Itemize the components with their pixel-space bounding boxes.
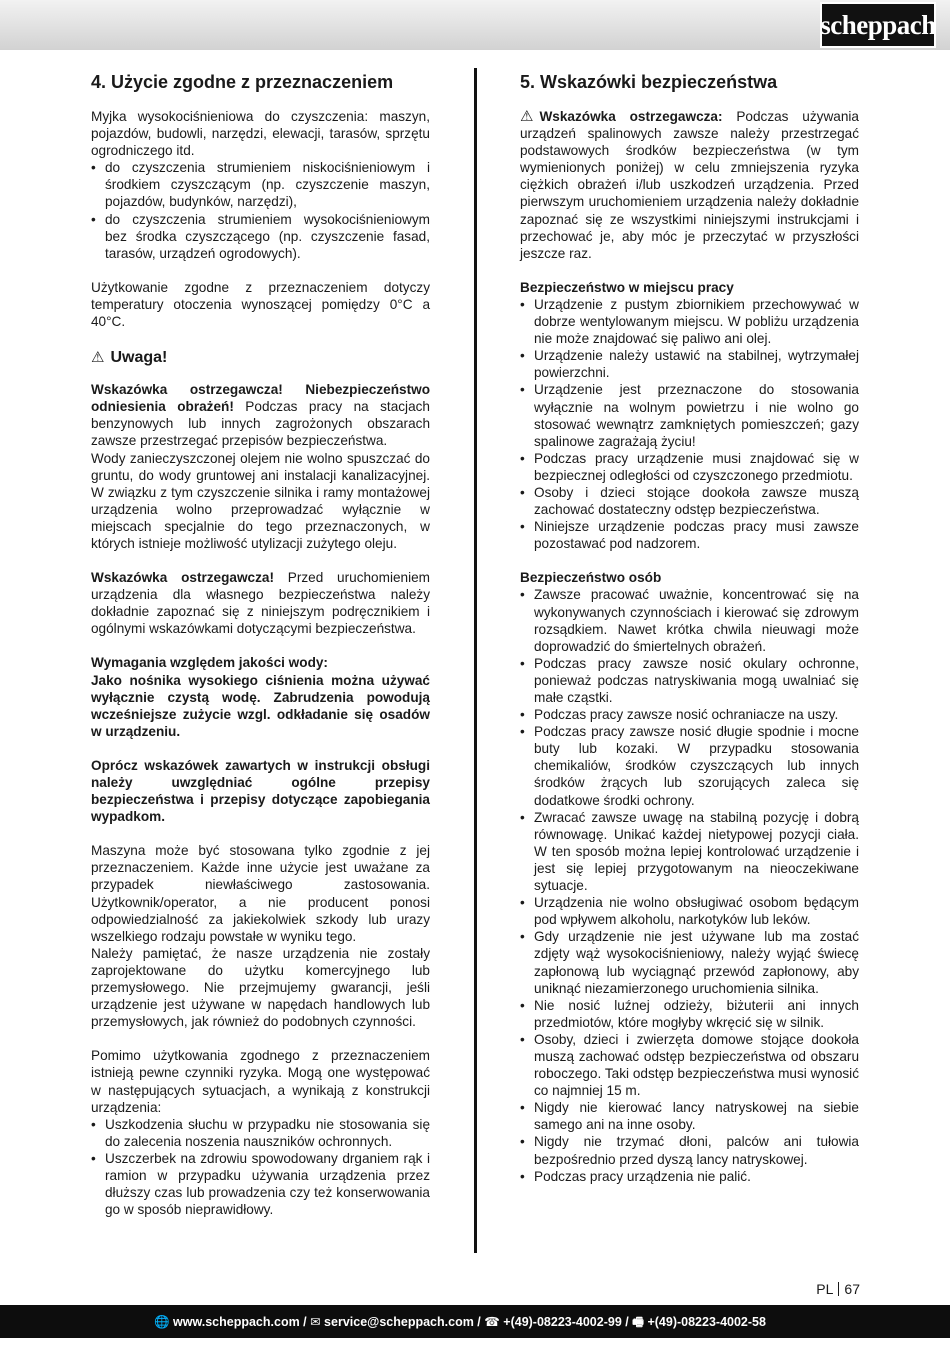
- header-bar: [0, 0, 950, 50]
- page-language: PL: [816, 1281, 834, 1297]
- footer-contact: 🌐 www.scheppach.com / ✉ service@scheppach.com / ☎ +(49)-08223-4002-99 / 🖷 +(49)-08223-4002-58: [154, 1315, 766, 1329]
- list-item: • Zwracać zawsze uwagę na stabilną pozycję i dobrą równowagę. Unikać każdej nietypowej pozycji ciała. W ten sposób można lepiej kontrolować urządzenie i jest się lepiej przygotowanym na nieoczekiwane sytuacje.: [520, 809, 859, 894]
- list-item: • Urządzenie jest przeznaczone do stosowania wyłącznie na wolnym powietrzu i nie wolno go stosować wewnątrz zamkniętych pomieszczeń; gazy spalinowe zagrażają życiu!: [520, 381, 859, 449]
- warning2-bold: Wskazówka ostrzegawcza!: [91, 570, 274, 586]
- right-column: [520, 70, 859, 1185]
- warning1-bold: Wskazówka ostrzegawcza! Niebezpieczeństwo odniesienia obrażeń!: [91, 382, 430, 415]
- list-item: • Gdy urządzenie nie jest używane lub ma zostać zdjęty wąż wysokociśnieniowy, należy wyjąć świecę zapłonową lub wyciągnąć przewód zapłonowy, aby uniknąć niezamierzonego uruchomienia silnika.: [520, 928, 859, 996]
- list-item: • do czyszczenia strumieniem wysokociśnieniowym bez środka czyszczącego (np. czyszczenie fasad, tarasów, urządzeń ogrodowych).: [91, 211, 430, 262]
- page-number: [816, 1281, 860, 1297]
- list-item: • Podczas pracy zawsze nosić ochraniacze na uszy.: [520, 706, 859, 723]
- list-item: • Uszczerbek na zdrowiu spowodowany drganiem rąk i ramion w przypadku używania urządzenia przez dłuższy czas lub prowadzenia czy też konserwowania go w sposób nieprawidłowy.: [91, 1150, 430, 1218]
- list-item: • Uszkodzenia słuchu w przypadku nie stosowania się do zalecenia noszenia nauszników ochronnych.: [91, 1116, 430, 1150]
- left-column: [91, 70, 430, 1218]
- section-5-heading: 5. Wskazówki bezpieczeństwa: [520, 72, 778, 92]
- footer-bar: [0, 1305, 950, 1338]
- column-divider: [474, 68, 477, 1253]
- commercial-paragraph: Należy pamiętać, że nasze urządzenia nie zostały zaprojektowane do użytku komercyjnego lub przemysłowego. Nie przejmujemy gwarancji, jeśli urządzenie jest używane w napędach handlowych lub przemysłowych, jak również do podobnych czynności.: [91, 945, 430, 1030]
- list-item: • Urządzenia nie wolno obsługiwać osobom będącym pod wpływem alkoholu, narkotyków lub leków.: [520, 894, 859, 928]
- safety-warning-paragraph: [520, 108, 859, 262]
- list-item: • Nie nosić luźnej odzieży, biżuterii ani innych przedmiotów, które mogłyby wkręcić się w silnik.: [520, 997, 859, 1031]
- attention-heading-label: Uwaga!: [110, 349, 168, 367]
- usage-paragraph: Maszyna może być stosowana tylko zgodnie z jej przeznaczeniem. Każde inne użycie jest uważane za przypadek niewłaściwego zastosowania. Użytkownik/operator, a nie producent ponosi odpowiedzialność za jakiekolwiek szkody lub urazy wszelkiego rodzaju powstałe w wyniku tego.: [91, 843, 430, 944]
- temperature-paragraph: Użytkowanie zgodne z przeznaczeniem dotyczy temperatury otoczenia wynoszącej pomiędzy 0°C a 40°C.: [91, 279, 430, 330]
- warning2-paragraph: [91, 569, 430, 637]
- warning-triangle-icon: ⚠: [91, 349, 105, 367]
- warning1-paragraph2: Wody zanieczyszczonej olejem nie wolno spuszczać do gruntu, do wody gruntowej ani instalacji kanalizacyjnej. W związku z tym czyszczenie silnika i ramy montażowej urządzenia wolno przeprowadzać wyłącznie w miejscach specjalnie do tego przeznaczonych, w których istnieje możliwość utylizacji zużytego oleju.: [91, 450, 430, 551]
- list-item: • Nigdy nie trzymać dłoni, palców ani tułowia bezpośrednio przed dyszą lancy natryskowej.: [520, 1133, 859, 1167]
- list-item: • Niniejsze urządzenie podczas pracy musi zawsze pozostawać pod nadzorem.: [520, 518, 859, 552]
- safety-warning-bold: Wskazówka ostrzegawcza:: [539, 109, 723, 124]
- rules-paragraph: Oprócz wskazówek zawartych w instrukcji obsługi należy uwzględniać ogólne przepisy bezpieczeństwa i przepisy dotyczące zapobiegania wypadkom.: [91, 757, 430, 825]
- list-item: • Zawsze pracować uważnie, koncentrować się na wykonywanych czynnościach i kierować się zdrowym rozsądkiem. Nawet krótka chwila nieuwagi może doprowadzić do śmiertelnych obrażeń.: [520, 586, 859, 654]
- persons-list: [520, 586, 859, 1184]
- list-item: • Podczas pracy zawsze nosić długie spodnie i mocne buty lub kozaki. W przypadku stosowania chemikaliów, środków czyszczących lub innych środków żrących lub szorujących zaleca się dodatkowe środki ochrony.: [520, 723, 859, 808]
- safety-warning-text: Podczas używania urządzeń spalinowych zawsze należy przestrzegać podstawowych środków bezpieczeństwa (w tym wymienionych poniżej) w celu zmniejszenia ryzyka ciężkich obrażeń i/lub uszkodzeń urządzenia. Przed pierwszym uruchomieniem urządzenia należy dokładnie zapoznać się ze wszystkimi niniejszymi instrukcjami i przechować je, aby móc je przeczytać w przyszłości jeszcze raz.: [520, 109, 859, 261]
- workplace-list: [520, 296, 859, 552]
- warning2-text: Przed uruchomieniem urządzenia dla własnego bezpieczeństwa należy dokładnie zapoznać się z niniejszym podręcznikiem i ogólnymi wskazówkami dotyczącymi bezpieczeństwa.: [91, 570, 430, 637]
- warning1-paragraph: [91, 381, 430, 449]
- section-4-heading: 4. Użycie zgodne z przeznaczeniem: [91, 72, 394, 92]
- intro-paragraph: Myjka wysokociśnieniowa do czyszczenia: maszyn, pojazdów, budowli, narzędzi, elewacji, tarasów, sprzętu ogrodniczego itd.: [91, 109, 430, 159]
- list-item: • Podczas pracy zawsze nosić okulary ochronne, ponieważ podczas natryskiwania mogą uwalniać się małe cząstki.: [520, 655, 859, 706]
- list-item: • Podczas pracy urządzenia nie palić.: [520, 1168, 859, 1185]
- list-item: • Urządzenie należy ustawić na stabilnej, wytrzymałej powierzchni.: [520, 347, 859, 381]
- attention-heading: [91, 347, 430, 369]
- list-item: • Urządzenie z pustym zbiornikiem przechowywać w dobrze wentylowanym miejscu. W pobliżu urządzenia nie może znajdować się paliwo ani olej.: [520, 296, 859, 347]
- workplace-heading: Bezpieczeństwo w miejscu pracy: [520, 279, 734, 295]
- risk-list: [91, 1116, 430, 1219]
- list-item: • Osoby i dzieci stojące dookoła zawsze muszą zachować dostateczny odstęp bezpieczeństwa.: [520, 484, 859, 518]
- list-item: • do czyszczenia strumieniem niskociśnieniowym i środkiem czyszczącym (np. czyszczenie maszyn, pojazdów, budynków, narzędzi),: [91, 159, 430, 210]
- persons-heading: Bezpieczeństwo osób: [520, 570, 662, 586]
- scheppach-logo: scheppach: [820, 2, 936, 48]
- risk-paragraph: Pomimo użytkowania zgodnego z przeznaczeniem istnieją pewne czynniki ryzyka. Mogą one występować w następujących sytuacjach, a wynikają z konstrukcji urządzenia:: [91, 1048, 430, 1115]
- intro-list: [91, 159, 430, 262]
- warning-triangle-icon: ⚠: [520, 108, 534, 125]
- water-paragraph: Jako nośnika wysokiego ciśnienia można używać wyłącznie czystą wodę. Zabrudzenia powodują wcześniejsze zużycie wzgl. odkładanie się osadów w urządzeniu.: [91, 672, 430, 739]
- page-number-separator: [838, 1282, 839, 1296]
- list-item: • Nigdy nie kierować lancy natryskowej na siebie samego ani na inne osoby.: [520, 1099, 859, 1133]
- water-heading: Wymagania względem jakości wody:: [91, 655, 328, 671]
- list-item: • Osoby, dzieci i zwierzęta domowe stojące dookoła muszą zachować odstęp bezpieczeństwa od obszaru roboczego. Taki odstęp bezpieczeństwa musi wynosić co najmniej 15 m.: [520, 1031, 859, 1099]
- list-item: • Podczas pracy urządzenie musi znajdować się w bezpiecznej odległości od czyszczonego przedmiotu.: [520, 450, 859, 484]
- page-number-value: 67: [844, 1281, 860, 1297]
- warning1-text: Podczas pracy na stacjach benzynowych lub innych zagrożonych obszarach zawsze przestrzegać przepisów bezpieczeństwa.: [91, 399, 430, 449]
